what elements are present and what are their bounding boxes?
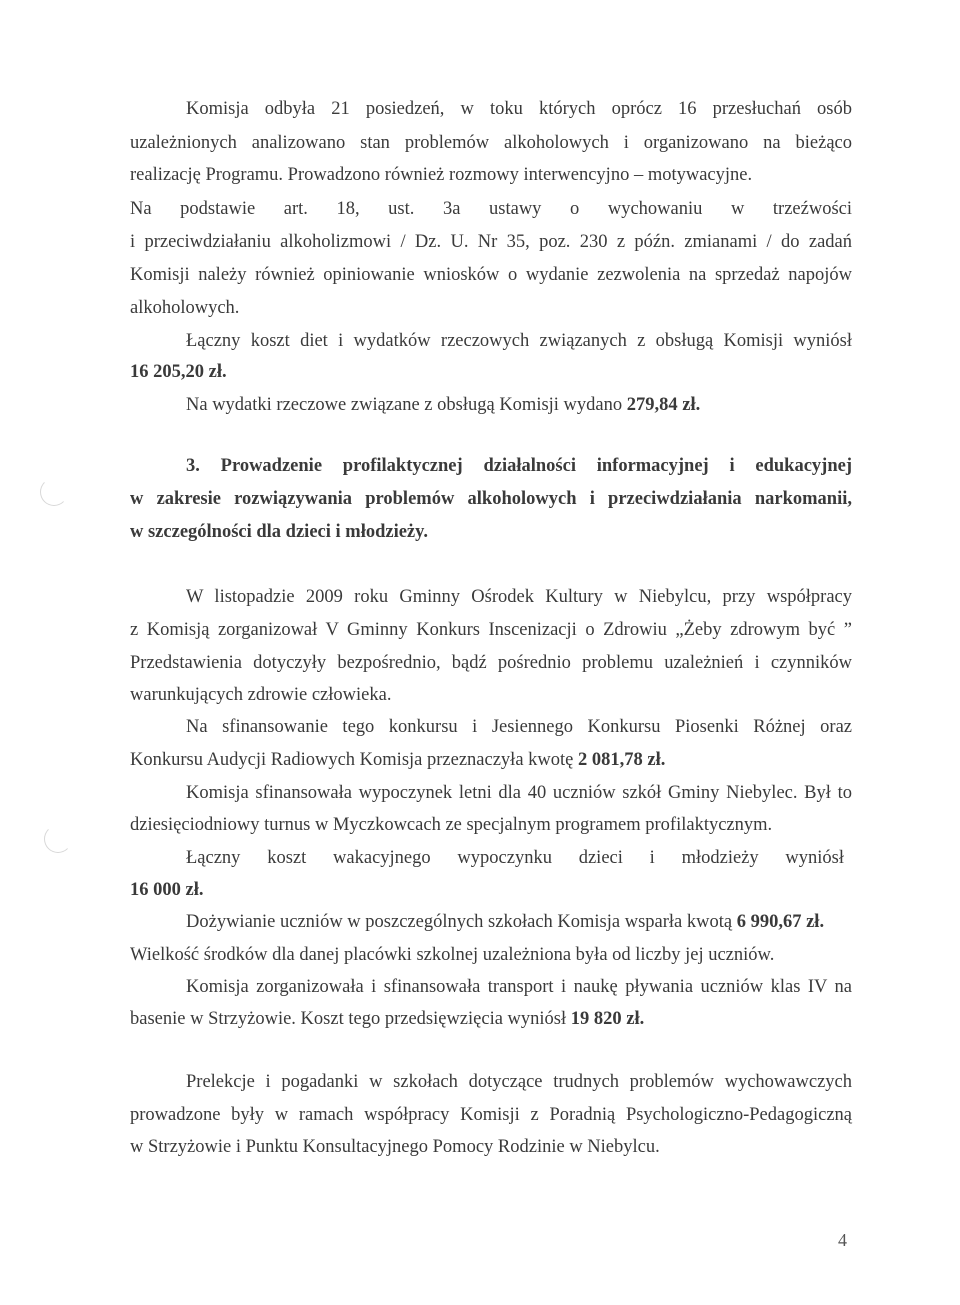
paragraph-line: Dożywianie uczniów w poszczególnych szkołach Komisja wsparła kwotą 6 990,67 zł.: [186, 912, 825, 932]
paragraph-line: alkoholowych.: [130, 298, 240, 318]
scan-artifact: [40, 478, 68, 506]
paragraph-line: warunkujących zdrowie człowieka.: [130, 685, 392, 705]
section-heading: w szczególności dla dzieci i młodzieży.: [130, 522, 428, 542]
paragraph-line: basenie w Strzyżowie. Koszt tego przedsięwzięcia wyniósł 19 820 zł.: [130, 1009, 645, 1029]
paragraph-line: W listopadzie 2009 roku Gminny Ośrodek Kultury w Niebylcu, przy współpracy: [186, 587, 852, 607]
paragraph-line: i przeciwdziałaniu alkoholizmowi / Dz. U. Nr 35, poz. 230 z późn. zmianami / do zadań: [130, 232, 852, 252]
amount-value: 279,84 zł.: [626, 395, 701, 415]
amount-value: 19 820 zł.: [570, 1009, 645, 1029]
scan-artifact: [44, 825, 72, 853]
page-number: 4: [838, 1230, 847, 1250]
amount-value: 16 205,20 zł.: [130, 362, 227, 382]
paragraph-line: Komisji należy również opiniowanie wniosków o wydanie zezwolenia na sprzedaż napojów: [130, 265, 852, 285]
paragraph-line: Konkursu Audycji Radiowych Komisja przeznaczyła kwotę 2 081,78 zł.: [130, 750, 666, 770]
paragraph-line: Komisja zorganizowała i sfinansowała transport i naukę pływania uczniów klas IV na: [186, 977, 852, 997]
paragraph-line: Przedstawienia dotyczyły bezpośrednio, bądź pośrednio problemu uzależnień i czynników: [130, 653, 852, 673]
section-heading: 3. Prowadzenie profilaktycznej działalności informacyjnej i edukacyjnej: [186, 456, 852, 476]
paragraph-line: Prelekcje i pogadanki w szkołach dotyczące trudnych problemów wychowawczych: [186, 1072, 852, 1092]
paragraph-line: Na wydatki rzeczowe związane z obsługą Komisji wydano 279,84 zł.: [186, 395, 701, 415]
paragraph-line: Na podstawie art. 18, ust. 3a ustawy o wychowaniu w trzeźwości: [130, 199, 852, 219]
amount-value: 16 000 zł.: [130, 880, 204, 900]
amount-value: 2 081,78 zł.: [578, 750, 666, 770]
paragraph-line: Wielkość środków dla danej placówki szkolnej uzależniona była od liczby jej uczniów.: [130, 945, 775, 965]
paragraph-line: uzależnionych analizowano stan problemów alkoholowych i organizowano na bieżąco: [130, 133, 852, 153]
paragraph-line: w Strzyżowie i Punktu Konsultacyjnego Pomocy Rodzinie w Niebylcu.: [130, 1137, 660, 1157]
paragraph-line: Komisja odbyła 21 posiedzeń, w toku których oprócz 16 przesłuchań osób: [186, 99, 852, 119]
amount-value: 6 990,67 zł.: [736, 912, 825, 932]
paragraph-line: dziesięciodniowy turnus w Myczkowcach ze specjalnym programem profilaktycznym.: [130, 815, 773, 835]
section-heading: w zakresie rozwiązywania problemów alkoholowych i przeciwdziałania narkomanii,: [130, 489, 852, 509]
paragraph-line: Łączny koszt wakacyjnego wypoczynku dzieci i młodzieży wyniósł: [186, 848, 844, 868]
paragraph-line: z Komisją zorganizował V Gminny Konkurs Inscenizacji o Zdrowiu „Żeby zdrowym być ”: [130, 620, 852, 640]
paragraph-line: Na sfinansowanie tego konkursu i Jesiennego Konkursu Piosenki Różnej oraz: [186, 717, 852, 737]
paragraph-line: realizację Programu. Prowadzono również rozmowy interwencyjno – motywacyjne.: [130, 165, 753, 185]
paragraph-line: Łączny koszt diet i wydatków rzeczowych związanych z obsługą Komisji wyniósł: [186, 331, 852, 351]
paragraph-line: Komisja sfinansowała wypoczynek letni dla 40 uczniów szkół Gminy Niebylec. Był to: [186, 783, 852, 803]
paragraph-line: prowadzone były w ramach współpracy Komisji z Poradnią Psychologiczno-Pedagogiczną: [130, 1105, 852, 1125]
